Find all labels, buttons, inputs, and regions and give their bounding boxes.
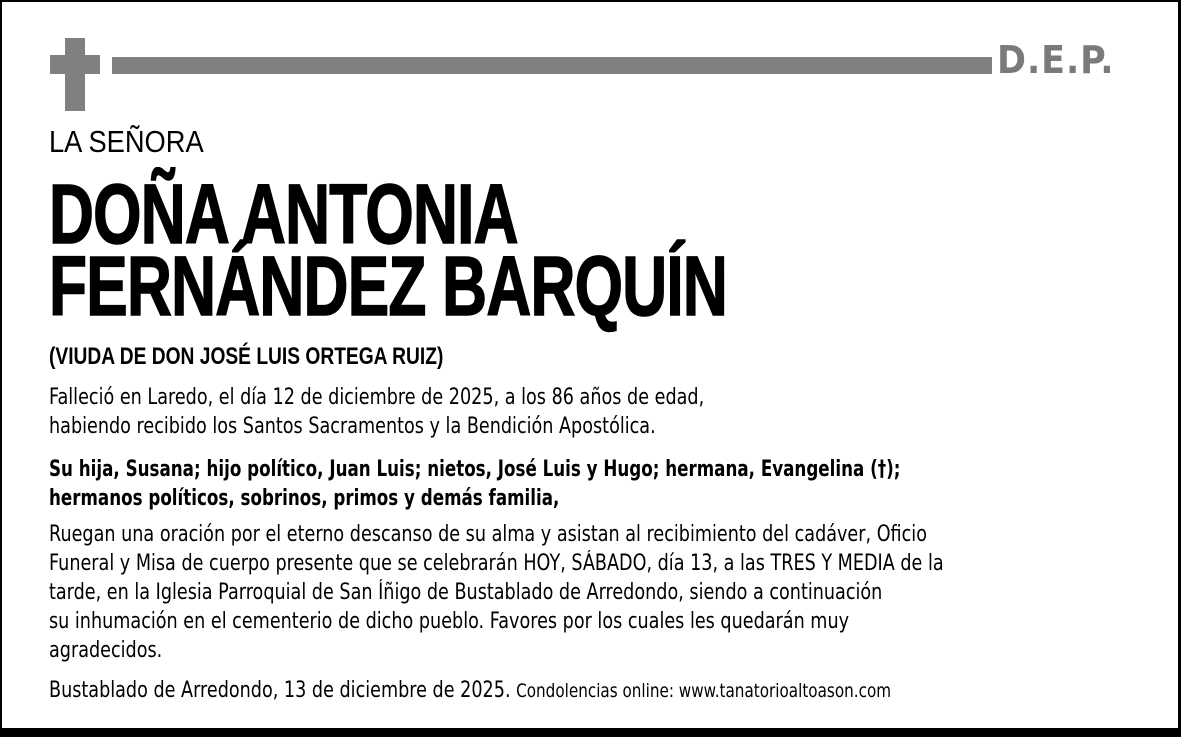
cross-icon-arm: [50, 55, 100, 74]
death-notice-line1: Falleció en Laredo, el día 12 de diciembre de 2025, a los 86 años de edad,: [49, 385, 705, 410]
request-line5: agradecidos.: [49, 638, 163, 663]
deceased-name-line1: DOÑA ANTONIA: [49, 167, 518, 261]
condolences-link[interactable]: Condolencias online: www.tanatorioaltoason.com: [516, 680, 892, 702]
deceased-title: LA SEÑORA: [49, 124, 204, 159]
cross-icon: [65, 38, 85, 111]
deceased-name-line2: FERNÁNDEZ BARQUÍN: [49, 239, 728, 333]
deceased-relation: (VIUDA DE DON JOSÉ LUIS ORTEGA RUIZ): [49, 343, 444, 370]
request-line3: tarde, en la Iglesia Parroquial de San Íñigo de Bustablado de Arredondo, siendo a continuación: [49, 580, 883, 605]
family-line2: hermanos políticos, sobrinos, primos y demás familia,: [49, 486, 560, 511]
request-line1: Ruegan una oración por el eterno descanso de su alma y asistan al recibimiento del cadáver, Oficio: [49, 522, 927, 547]
closing-place-date: Bustablado de Arredondo, 13 de diciembre de 2025.: [49, 678, 511, 703]
dep-label: D.E.P.: [997, 38, 1115, 82]
family-line1: Su hija, Susana; hijo político, Juan Luis; nietos, José Luis y Hugo; hermana, Evangelina (†);: [49, 457, 901, 482]
request-line2: Funeral y Misa de cuerpo presente que se celebrarán HOY, SÁBADO, día 13, a las TRES Y MEDIA de la: [49, 551, 944, 576]
request-line4: su inhumación en el cementerio de dicho pueblo. Favores por los cuales les quedarán muy: [49, 609, 850, 634]
closing-line: [49, 676, 891, 706]
header-rule: [112, 57, 992, 74]
death-notice-line2: habiendo recibido los Santos Sacramentos y la Bendición Apostólica.: [49, 414, 656, 439]
